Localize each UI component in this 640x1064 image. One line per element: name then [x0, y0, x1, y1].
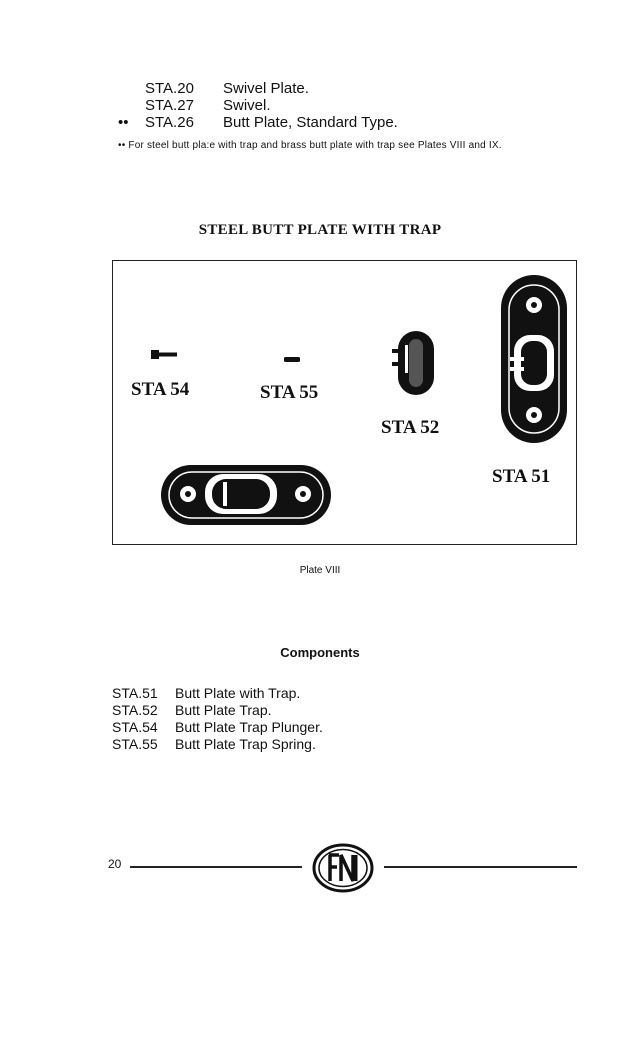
part-description: Swivel.	[223, 97, 271, 114]
plate-title: STEEL BUTT PLATE WITH TRAP	[198, 222, 442, 238]
plate-illustration	[112, 260, 577, 545]
label-sta-55: STA 55	[260, 382, 319, 403]
footer-rule-right	[384, 866, 577, 868]
footnote: •• For steel butt pla:e with trap and brass butt plate with trap see Plates VIII and IX.	[118, 140, 502, 151]
part-code: STA.26	[145, 114, 194, 131]
component-description: Butt Plate Trap.	[175, 702, 272, 718]
component-code: STA.52	[112, 702, 158, 718]
butt-plate-trap-icon	[392, 331, 434, 395]
components-title: Components	[280, 645, 360, 660]
part-description: Swivel Plate.	[223, 80, 309, 97]
part-description: Butt Plate, Standard Type.	[223, 114, 398, 131]
part-code: STA.27	[145, 97, 194, 114]
trap-plunger-icon	[151, 350, 177, 359]
component-code: STA.54	[112, 719, 158, 735]
part-code: STA.20	[145, 80, 194, 97]
page-number: 20	[108, 857, 122, 871]
component-code: STA.55	[112, 736, 158, 752]
butt-plate-with-trap-icon	[501, 275, 567, 443]
fn-monogram-logo-icon	[312, 843, 374, 893]
butt-plate-side-view-icon	[161, 465, 331, 525]
component-description: Butt Plate with Trap.	[175, 685, 301, 701]
label-sta-54: STA 54	[131, 379, 190, 400]
label-sta-52: STA 52	[381, 417, 440, 438]
component-description: Butt Plate Trap Spring.	[175, 736, 316, 752]
footer-rule-left	[130, 866, 302, 868]
label-sta-51: STA 51	[492, 466, 551, 487]
parts-drawing	[113, 261, 575, 543]
part-mark: ••	[118, 114, 129, 131]
component-code: STA.51	[112, 685, 158, 701]
component-description: Butt Plate Trap Plunger.	[175, 719, 323, 735]
plate-caption: Plate VIII	[299, 565, 341, 576]
trap-spring-icon	[284, 357, 300, 362]
